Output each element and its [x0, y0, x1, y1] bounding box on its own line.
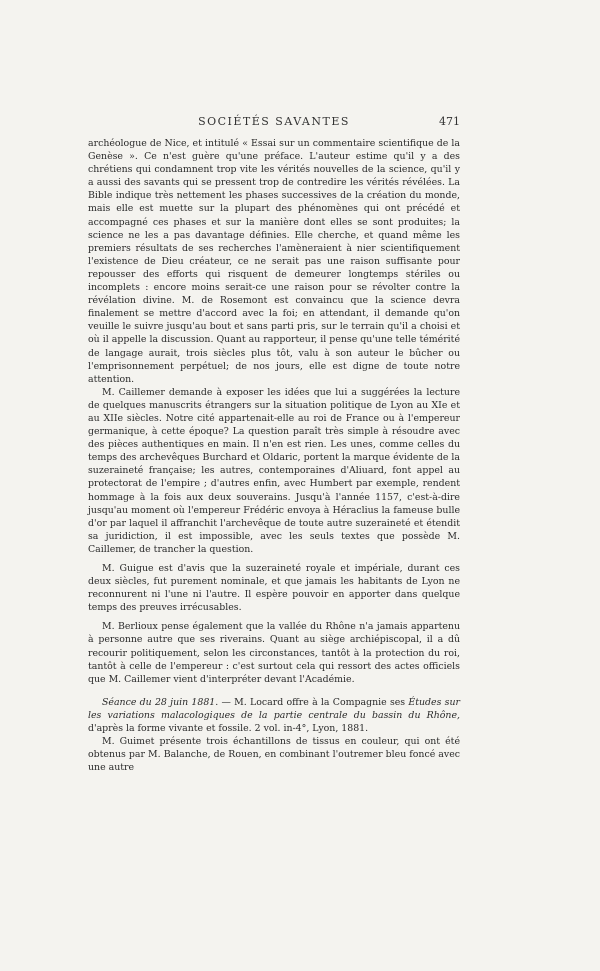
work-title: Études sur les variations malacologiques de la partie centrale du bassin du Rhône,	[88, 696, 460, 721]
paragraph-seance	[88, 696, 460, 735]
paragraph-rosemont: archéologue de Nice, et intitulé « Essai sur un commentaire scientifique de la Genèse ». Ce n'est guère qu'une préface. L'auteur estime qu'il y a des chrétiens qui condamnent trop vite les vérités nouvelles de la science, qu'il y a aussi des savants qui se pressent trop de contredire les vérités révélées. La Bible indique très nettement les phases successives de la création du monde, mais elle est muette sur la plupart des phénomènes qui ont précédé et accompagné ces phases et sur la manière dont elles se sont produites; la science ne les a pas davantage définies. Elle cherche, et quand même les premiers résultats de ses recherches l'amèneraient à nier scientifiquement l'existence de Dieu créateur, ce ne serait pas une raison suffisante pour repousser des efforts qui risquent de demeurer longtemps stériles ou incomplets : encore moins serait-ce une raison pour se révolter contre la révélation divine. M. de Rosemont est convaincu que la science devra finalement se mettre d'accord avec la foi; en attendant, il demande qu'on veuille le suivre jusqu'au bout et sans parti pris, sur le terrain qu'il a choisi et où il appelle la discussion. Quant au rapporteur, il pense qu'une telle témérité de langage aurait, trois siècles plus tôt, valu à son auteur le bûcher ou l'emprisonnement perpétuel; de nos jours, elle est digne de toute notre attention.	[88, 138, 460, 385]
running-title: SOCIÉTÉS SAVANTES	[198, 115, 350, 128]
page-number: 471	[439, 115, 460, 128]
seance-text-2: d'après la forme vivante et fossile. 2 vol. in-4°, Lyon, 1881.	[88, 723, 369, 735]
seance-date: Séance du 28 juin 1881.	[102, 696, 219, 708]
paragraph-guimet: M. Guimet présente trois échantillons de tissus en couleur, qui ont été obtenus par M. Balanche, de Rouen, en combinant l'outremer bleu foncé avec une autre	[88, 736, 460, 774]
paragraph-guigue: M. Guigue est d'avis que la suzeraineté royale et impériale, durant ces deux siècles, fut purement nominale, et que jamais les habitants de Lyon ne reconnurent ni l'une ni l'autre. Il espère pouvoir en apporter dans quelque temps des preuves irrécusables.	[88, 563, 460, 614]
body-text	[88, 137, 460, 774]
page-header	[88, 115, 460, 135]
paragraph-caillemer: M. Caillemer demande à exposer les idées que lui a suggérées la lecture de quelques manuscrits étrangers sur la situation politique de Lyon au XIe et au XIIe siècles. Notre cité appartenait-elle au roi de France ou à l'empereur germanique, à cette époque? La question paraît très simple à résoudre avec des pièces authentiques en main. Il n'en est rien. Les unes, comme celles du temps des archevêques Burchard et Oldaric, portent la marque évidente de la suzeraineté française; les autres, contemporaines d'Aliuard, font appel au protectorat de l'empire ; d'autres enfin, avec Humbert par exemple, rendent hommage à la fois aux deux souverains. Jusqu'à l'année 1157, c'est-à-dire jusqu'au moment où l'empereur Frédéric envoya à Héraclius la fameuse bulle d'or par laquel il affranchit l'archevêque de toute autre suzeraineté et étendit sa juridiction, il est impossible, avec les seuls textes que possède M. Caillemer, de trancher la question.	[88, 386, 460, 555]
paragraph-berlioux: M. Berlioux pense également que la vallée du Rhône n'a jamais appartenu à personne autre que ses riverains. Quant au siège archiépiscopal, il a dû recourir politiquement, selon les circonstances, tantôt à la protection du roi, tantôt à celle de l'empereur : c'est surtout cela qui ressort des actes officiels que M. Caillemer vient d'interpréter devant l'Académie.	[88, 621, 460, 685]
seance-text-1: — M. Locard offre à la Compagnie ses	[218, 696, 409, 708]
